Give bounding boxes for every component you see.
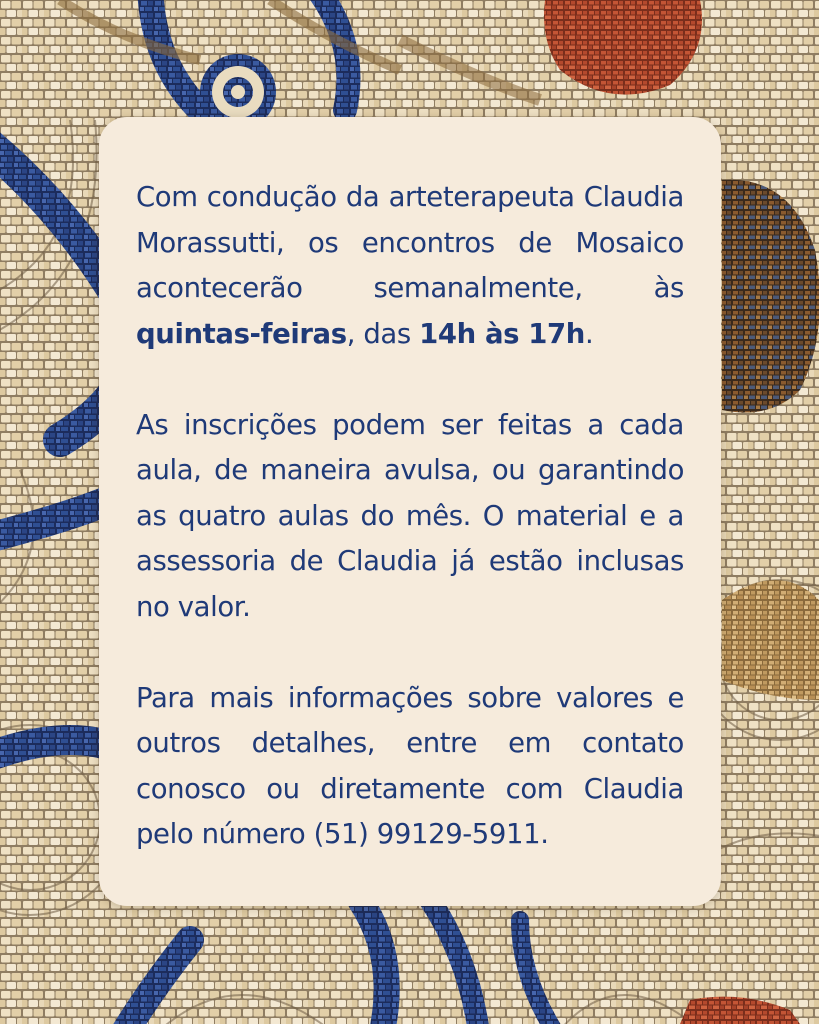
registration-paragraph: As inscrições podem ser feitas a cada aula, de maneira avulsa, ou garantindo as quatro aulas do mês. O material e a assessoria de Claudia já estão inclusas no valor.	[136, 408, 684, 623]
schedule-mid-text: , das	[346, 317, 420, 350]
info-card	[99, 117, 721, 906]
schedule-intro-text: Com condução da arteterapeuta Claudia Morassutti, os encontros de Mosaico acontecerão semanalmente, às	[136, 181, 684, 304]
contact-paragraph: Para mais informações sobre valores e outros detalhes, entre em contato conosco ou diretamente com Claudia pelo número (51) 99129-5911.	[136, 681, 684, 850]
schedule-end-text: .	[584, 317, 594, 350]
info-text	[136, 175, 684, 858]
time-highlight: 14h às 17h	[419, 317, 585, 350]
weekday-highlight: quintas-feiras	[136, 317, 347, 350]
schedule-paragraph	[136, 175, 684, 357]
